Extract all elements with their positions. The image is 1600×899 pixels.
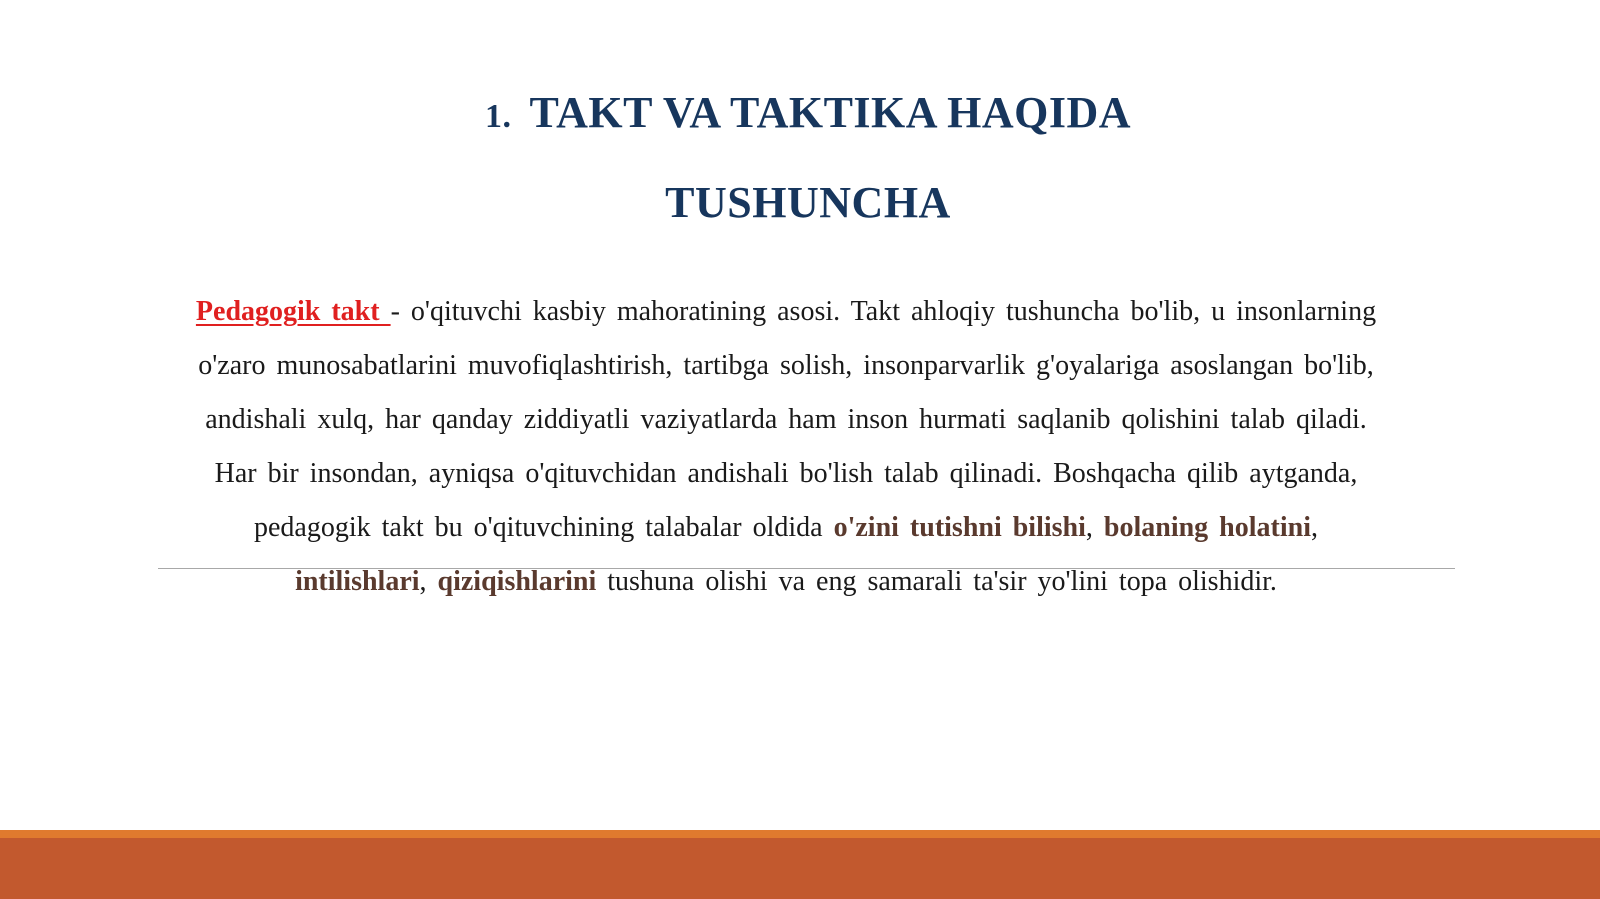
paragraph-text-2: tushuna olishi va eng samarali ta'sir yo'lini topa olishidir. (596, 566, 1277, 597)
title-line-1 (0, 70, 1600, 160)
paragraph-text-1: - o'qituvchi kasbiy mahoratining asosi. Takt ahloqiy tushuncha bo'lib, u insonlarning o'zaro munosabatlarini muvofiqlashtirish, tartibga solish, insonparvarlik g'oyalariga asoslangan bo'lib, andishali xulq, har qanday ziddiyatli vaziyatlarda ham inson hurmati saqlanib qolishini talab qiladi. Har bir insondan, ayniqsa o'qituvchidan andishali bo'lish talab qilinadi. Boshqacha qilib aytganda, pedagogik takt bu o'qituvchining talabalar oldida (198, 296, 1377, 543)
title-number: 1. (484, 98, 512, 135)
footer-accent-stripe (0, 830, 1600, 838)
definition-paragraph (186, 285, 1386, 609)
highlight-2: bolaning holatini (1103, 512, 1311, 543)
slide-title (0, 70, 1600, 246)
title-text-1: TAKT VA TAKTIKA HAQIDA (529, 88, 1132, 137)
term-pedagogik-takt: Pedagogik takt (195, 296, 391, 327)
highlight-1: o'zini tutishni bilishi (833, 512, 1086, 543)
title-line-2: TUSHUNCHA (665, 178, 951, 227)
separator-1: , (1085, 512, 1104, 543)
separator-2: , (1311, 512, 1318, 543)
highlight-3: intilishlari (295, 566, 420, 597)
highlight-4: qiziqishlarini (437, 566, 597, 597)
footer-bar (0, 838, 1600, 899)
separator-3: , (419, 566, 438, 597)
